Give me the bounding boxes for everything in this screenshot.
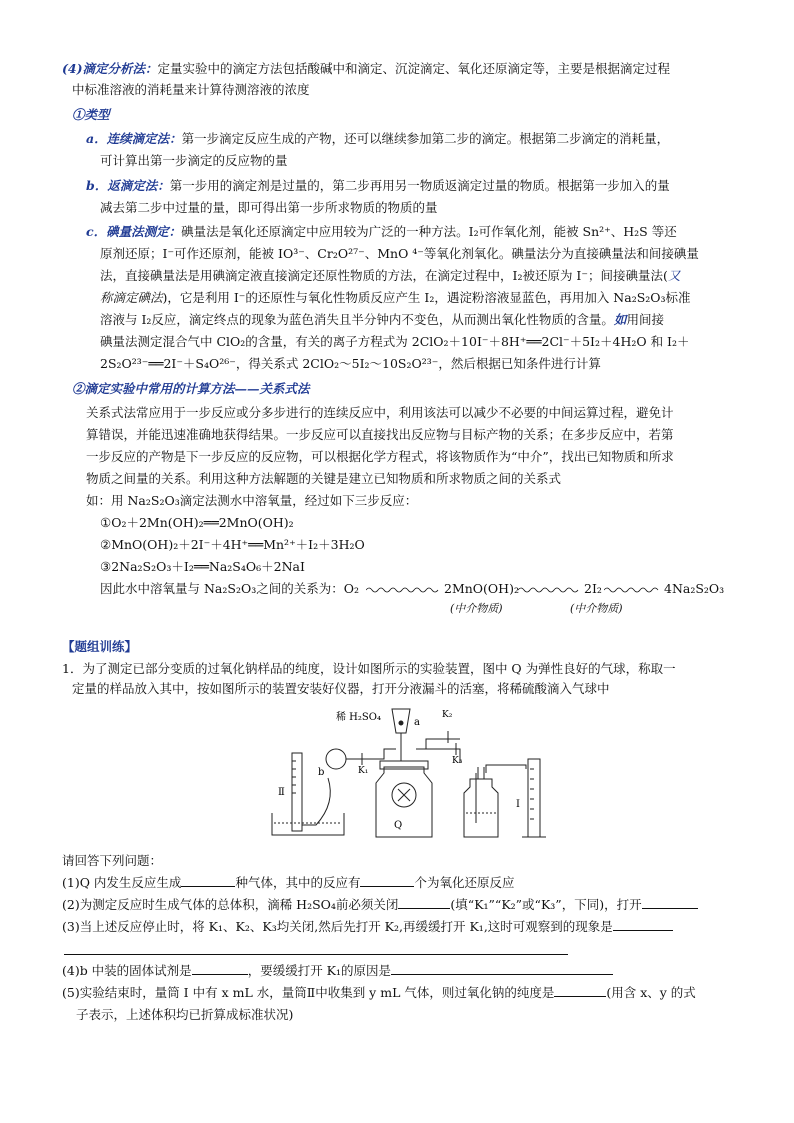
type-c-text-2: 原剂还原；I⁻可作还原剂，能被 IO³⁻、Cr₂O²⁷⁻、MnO ⁴⁻等氧化剂氧化。碘量法分为直接碘量法和间接碘量: [100, 246, 699, 261]
q1-text-b: 种气体，其中的反应有: [235, 875, 361, 890]
question-part-5-cont: 子表示，上述体积均已折算成标准状况): [76, 1007, 294, 1022]
q4-blank-2[interactable]: [391, 962, 613, 975]
type-c-line-3: [100, 267, 680, 284]
q4-text-a: (4)b 中装的固体试剂是: [62, 963, 192, 978]
calc-title: ②滴定实验中常用的计算方法——关系式法: [72, 381, 310, 396]
wavy-arrow-2: [518, 586, 582, 594]
type-b-label: b．返滴定法：: [86, 178, 170, 193]
q4-blank-1[interactable]: [192, 962, 248, 975]
types-title: ①类型: [72, 107, 110, 122]
relation-mid-1: 2MnO(OH)₂: [444, 581, 519, 596]
relation-end: 4Na₂S₂O₃: [664, 581, 725, 596]
type-b-text-1: 第一步用的滴定剂是过量的，第二步再用另一物质返滴定过量的物质。根据第一步加入的量: [169, 178, 670, 193]
question-part-5: [62, 984, 696, 1001]
type-c-text-4: )，它是利用 I⁻的还原性与氧化性物质反应产生 I₂，遇淀粉溶液显蓝色，再用加入 Na₂S₂O₃标准: [162, 290, 691, 305]
q3-blank-2[interactable]: [64, 954, 568, 955]
type-c-text-4a: 称滴定碘法: [100, 290, 163, 305]
fig-label-acid: 稀 H₂SO₄: [336, 712, 381, 723]
wavy-arrow-1: [366, 586, 442, 594]
drill-title: 【题组训练】: [62, 639, 138, 654]
question-part-3: [62, 918, 673, 935]
question-part-2: [62, 896, 698, 913]
fig-label-ii: Ⅱ: [278, 787, 285, 798]
type-c-text-1: 碘量法是氧化还原滴定中应用较为广泛的一种方法。I₂可作氧化剂，能被 Sn²⁺、H₂S 等还: [181, 224, 677, 239]
fig-label-k2: K₂: [442, 710, 453, 720]
type-a-label: a．连续滴定法：: [86, 131, 182, 146]
type-c-text-6: 碘量法测定混合气中 ClO₂的含量，有关的离子方程式为 2ClO₂＋10I⁻＋8H⁺══2Cl⁻＋5I₂＋4H₂O 和 I₂＋: [100, 334, 690, 349]
question-part-1: [62, 874, 514, 891]
type-c-label: c．碘量法测定：: [86, 224, 182, 239]
type-c-line-4: [100, 289, 691, 306]
q1-text-a: (1)Q 内发生反应生成: [62, 875, 182, 890]
type-c-text-5c: 用间接: [626, 312, 664, 327]
q5-text-b: (用含 x、y 的式: [606, 985, 696, 1000]
section-4-line-1: [62, 60, 670, 77]
type-c-text-3b: 又: [667, 268, 681, 283]
q1-text-c: 个为氧化还原反应: [414, 875, 515, 890]
question-part-4: [62, 962, 613, 979]
reaction-3: ③2Na₂S₂O₃＋I₂══Na₂S₄O₆＋2NaI: [100, 559, 305, 574]
type-a-text-1: 第一步滴定反应生成的产物，还可以继续参加第二步的滴定。根据第二步滴定的消耗量，: [181, 131, 670, 146]
section-4-text-2: 中标准溶液的消耗量来计算待测溶液的浓度: [72, 82, 310, 97]
fig-label-a: a: [414, 717, 420, 728]
apparatus-figure: [266, 703, 566, 843]
fig-label-k1: K₁: [358, 766, 369, 776]
type-a-text-2: 可计算出第一步滴定的反应物的量: [100, 153, 288, 168]
q5-blank[interactable]: [554, 984, 606, 997]
type-c-text-7: 2S₂O²³⁻══2I⁻＋S₄O²⁶⁻，得关系式 2ClO₂～5I₂～10S₂O²³⁻，然后根据已知条件进行计算: [100, 356, 601, 371]
type-b-text-2: 减去第二步中过量的量，即可得出第一步所求物质的物质的量: [100, 200, 438, 215]
type-c-text-5b: 如: [613, 312, 627, 327]
type-c-text-3: 法，直接碘量法是用碘滴定液直接滴定还原性物质的方法，在滴定过程中，I₂被还原为 I⁻；间接碘量法(: [100, 268, 668, 283]
q2-text-a: (2)为测定反应时生成气体的总体积，滴稀 H₂SO₄前必须关闭: [62, 897, 399, 912]
type-a-line-1: [86, 130, 669, 147]
wavy-arrow-3: [604, 586, 662, 594]
q4-text-b: ，要缓缓打开 K₁的原因是: [247, 963, 392, 978]
calc-para-4: 物质之间量的关系。利用这种方法解题的关键是建立已知物质和所求物质之间的关系式: [86, 471, 562, 486]
intermediate-note-1: (中介物质): [450, 602, 503, 615]
fig-label-k3: K₃: [452, 756, 463, 766]
relation-mid-2: 2I₂: [584, 581, 602, 596]
q2-text-b: (填“K₁”“K₂”或“K₃”，下同)，打开: [450, 897, 642, 912]
q1-blank-2[interactable]: [360, 874, 414, 887]
q1-blank-1[interactable]: [181, 874, 235, 887]
type-c-line-5: [100, 311, 664, 328]
type-b-line-1: [86, 177, 670, 194]
calc-para-3: 一步反应的产物是下一步反应的反应物，可以根据化学方程式，将该物质作为“中介”，找出已知物质和所求: [86, 449, 674, 464]
reaction-2: ②MnO(OH)₂＋2I⁻＋4H⁺══Mn²⁺＋I₂＋3H₂O: [100, 537, 365, 552]
fig-label-i: Ⅰ: [516, 799, 520, 810]
section-4-text-1: 定量实验中的滴定方法包括酸碱中和滴定、沉淀滴定、氧化还原滴定等，主要是根据滴定过程: [157, 61, 671, 76]
q5-text-a: (5)实验结束时，量筒 I 中有 x mL 水，量筒Ⅱ中收集到 y mL 气体，则过氧化钠的纯度是: [62, 985, 555, 1000]
question-1-text-2: 定量的样品放入其中，按如图所示的装置安装好仪器，打开分液漏斗的活塞，将稀硫酸滴入气球中: [72, 681, 610, 696]
q3-text: (3)当上述反应停止时，将 K₁、K₂、K₃均关闭,然后先打开 K₂,再缓缓打开 K₁,这时可观察到的现象是: [62, 919, 613, 934]
q2-blank-2[interactable]: [642, 896, 698, 909]
fig-label-b: b: [318, 767, 325, 778]
type-c-text-5a: 溶液与 I₂反应，滴定终点的现象为蓝色消失且半分钟内不变色，从而测出氧化性物质的含量。: [100, 312, 614, 327]
relation-prefix: 因此水中溶氧量与 Na₂S₂O₃之间的关系为：O₂: [100, 581, 359, 596]
intermediate-note-2: (中介物质): [570, 602, 623, 615]
calc-example: 如：用 Na₂S₂O₃滴定法测水中溶氧量，经过如下三步反应：: [86, 493, 418, 508]
calc-para-2: 算错误，并能迅速准确地获得结果。一步反应可以直接找出反应物与目标产物的关系；在多步反应中，若第: [86, 427, 674, 442]
q3-blank-1[interactable]: [613, 918, 673, 931]
questions-prompt: 请回答下列问题：: [62, 853, 163, 868]
q2-blank-1[interactable]: [398, 896, 450, 909]
section-4-label: (4)滴定分析法：: [62, 61, 158, 76]
reaction-1: ①O₂＋2Mn(OH)₂══2MnO(OH)₂: [100, 515, 294, 530]
question-1-text-1: 1．为了测定已部分变质的过氧化钠样品的纯度，设计如图所示的实验装置，图中 Q 为弹性良好的气球，称取一: [62, 661, 676, 676]
calc-para-1: 关系式法常应用于一步反应或分多步进行的连续反应中，利用该法可以减少不必要的中间运算过程，避免计: [86, 405, 674, 420]
fig-label-q: Q: [394, 820, 403, 831]
type-c-line-1: [86, 223, 677, 240]
